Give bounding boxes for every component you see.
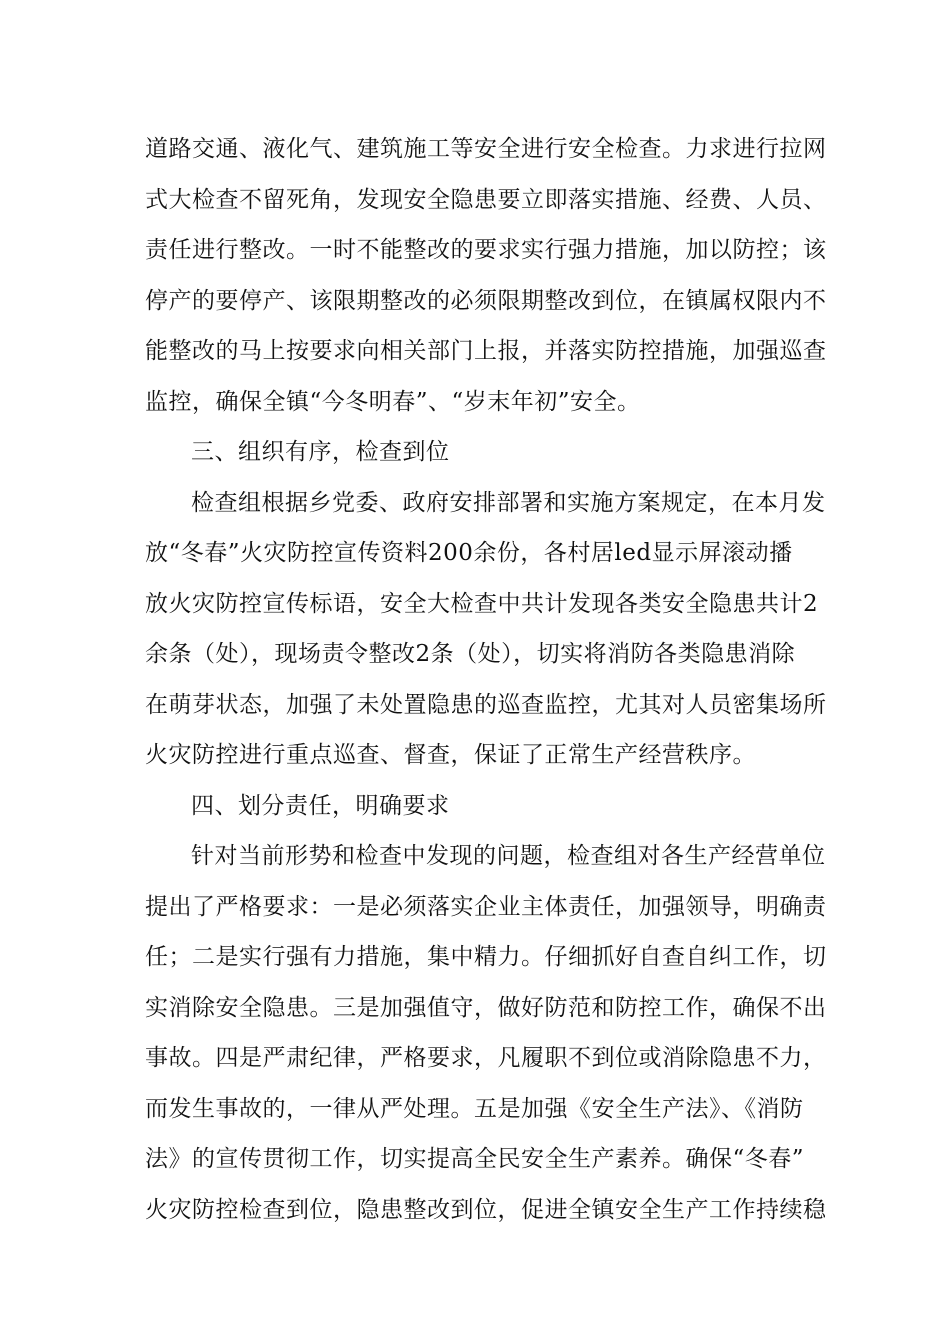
paragraph-line: 提出了严格要求：一是必须落实企业主体责任，加强领导，明确责: [145, 893, 827, 920]
paragraph-line: 而发生事故的，一律从严处理。五是加强《安全生产法》、《消防: [145, 1095, 804, 1122]
paragraph-line: 停产的要停产、该限期整改的必须限期整改到位，在镇属权限内不: [145, 287, 827, 314]
paragraph-line: 放火灾防控宣传标语，安全大检查中共计发现各类安全隐患共计2: [145, 590, 819, 617]
paragraph-line: 检查组根据乡党委、政府安排部署和实施方案规定，在本月发: [191, 489, 826, 516]
paragraph-line: 监控，确保全镇“今冬明春”、“岁末年初”安全。: [145, 388, 641, 415]
paragraph-line: 道路交通、液化气、建筑施工等安全进行安全检查。力求进行拉网: [145, 136, 827, 162]
paragraph-line: 法》的宣传贯彻工作，切实提高全民安全生产素养。确保“冬春”: [145, 1146, 805, 1172]
paragraph-line: 放“冬春”火灾防控宣传资料200余份，各村居led显示屏滚动播: [145, 540, 793, 566]
paragraph-line: 实消除安全隐患。三是加强值守，做好防范和防控工作，确保不出: [145, 994, 827, 1021]
section-heading: 三、组织有序，检查到位: [191, 439, 450, 465]
paragraph-line: 任；二是实行强有力措施，集中精力。仔细抓好自查自纠工作，切: [145, 944, 827, 970]
paragraph-line: 在萌芽状态，加强了未处置隐患的巡查监控，尤其对人员密集场所: [145, 691, 827, 718]
paragraph-line: 式大检查不留死角，发现安全隐患要立即落实措施、经费、人员、: [145, 186, 827, 213]
paragraph-line: 事故。四是严肃纪律，严格要求，凡履职不到位或消除隐患不力，: [145, 1045, 827, 1071]
paragraph-line: 火灾防控检查到位，隐患整改到位，促进全镇安全生产工作持续稳: [145, 1196, 827, 1223]
paragraph-line: 责任进行整改。一时不能整改的要求实行强力措施，加以防控；该: [145, 237, 827, 263]
section-heading: 四、划分责任，明确要求: [191, 792, 450, 819]
paragraph-line: 能整改的马上按要求向相关部门上报，并落实防控措施，加强巡查: [145, 338, 827, 364]
paragraph-line: 余条（处），现场责令整改2条（处），切实将消防各类隐患消除: [145, 641, 796, 667]
paragraph-line: 火灾防控进行重点巡查、督查，保证了正常生产经营秩序。: [145, 742, 756, 768]
paragraph-line: 针对当前形势和检查中发现的问题，检查组对各生产经营单位: [191, 843, 826, 869]
document-page: [145, 124, 827, 1235]
